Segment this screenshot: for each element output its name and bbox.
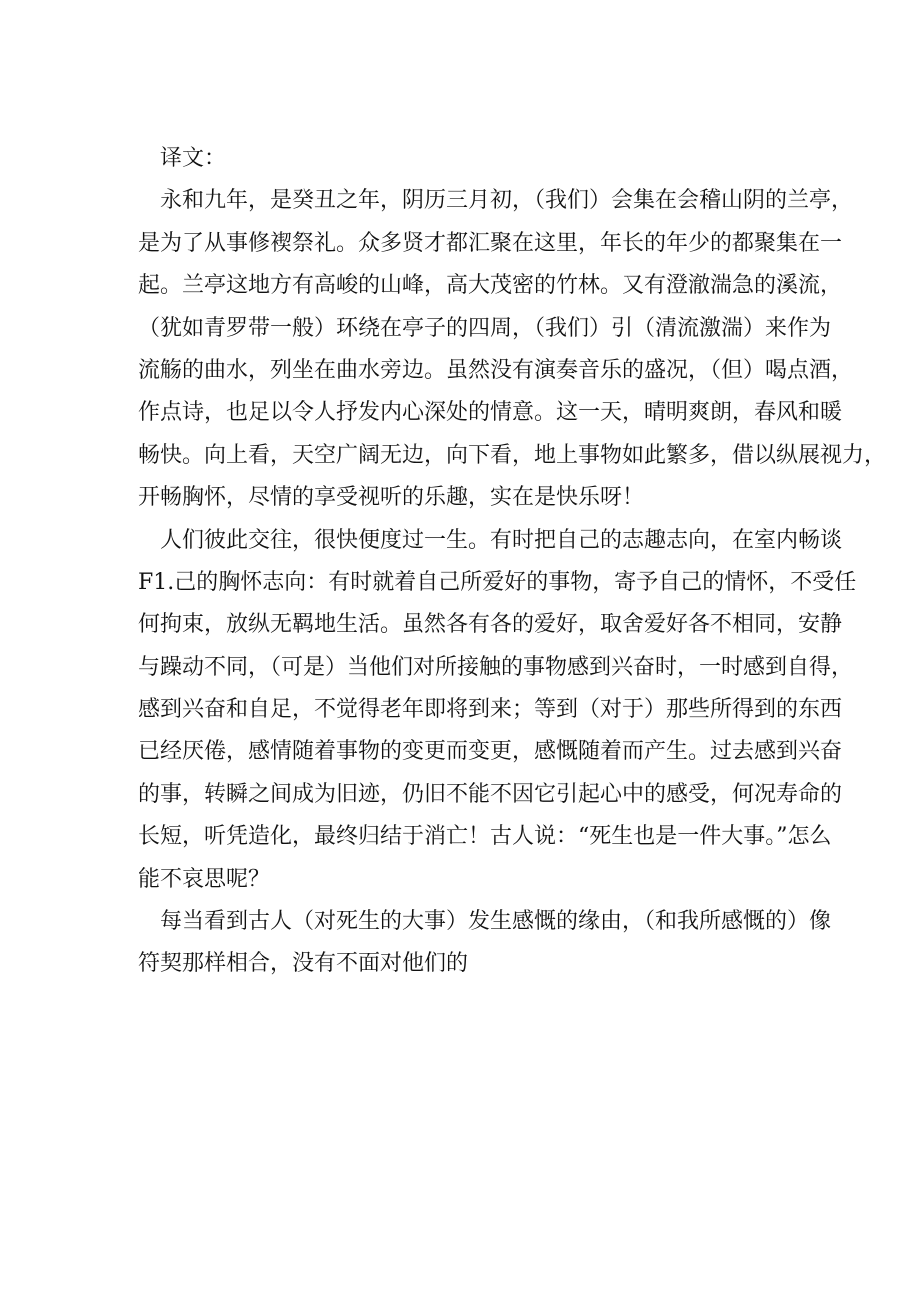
paragraph-2-line-7: 的事，转瞬之间成为旧迹，仍旧不能不因它引起心中的感受，何况寿命的 [138,781,843,807]
paragraph-2-line-9: 能不哀思呢？ [138,866,271,892]
paragraph-1-line-4: （犹如青罗带一般）环绕在亭子的四周，（我们）引（清流激湍）来作为 [138,315,832,341]
paragraph-2-line-2: F1.己的胸怀志向：有时就着自己所爱好的事物，寄予自己的情怀，不受任 [138,569,857,595]
paragraph-1-line-2: 是为了从事修褉祭礼。众多贤才都汇聚在这里，年长的年少的都聚集在一 [138,230,843,256]
paragraph-2-line-6: 已经厌倦，感情随着事物的变更而变更，感慨随着而产生。过去感到兴奋 [138,739,843,765]
paragraph-1-line-6: 作点诗，也足以令人抒发内心深处的情意。这一天，晴明爽朗，春风和暖 [138,400,843,426]
paragraph-2-line-4: 与躁动不同，（可是）当他们对所接触的事物感到兴奋时，一时感到自得， [138,654,854,680]
paragraph-1-line-7: 畅快。向上看，天空广阔无边，向下看，地上事物如此繁多，借以纵展视力， [138,442,887,468]
paragraph-3-line-1: 每当看到古人（对死生的大事）发生感慨的缘由，（和我所感慨的）像 [160,909,832,935]
paragraph-2-line-3: 何拘束，放纵无羁地生活。虽然各有各的爱好，取舍爱好各不相同，安静 [138,612,843,638]
translation-heading: 译文： [160,146,227,171]
paragraph-1-line-3: 起。兰亭这地方有高峻的山峰，高大茂密的竹林。又有澄澈湍急的溪流， [138,273,843,299]
paragraph-2-line-1: 人们彼此交往，很快便度过一生。有时把自己的志趣志向，在室内畅谈 [160,527,843,553]
paragraph-2-line-5: 感到兴奋和自足，不觉得老年即将到来；等到（对于）那些所得到的东西 [138,697,843,723]
paragraph-3-line-2: 符契那样相合，没有不面对他们的 [138,951,469,977]
paragraph-1-line-1: 永和九年，是癸丑之年，阴历三月初，（我们）会集在会稽山阴的兰亭， [160,188,854,214]
paragraph-2-line-8: 长短，听凭造化，最终归结于消亡！古人说：“死生也是一件大事。”怎么 [138,824,832,850]
translation-text [138,138,887,986]
paragraph-1-line-8: 开畅胸怀，尽情的享受视听的乐趣，实在是快乐呀！ [138,485,645,511]
paragraph-1-line-5: 流觞的曲水，列坐在曲水旁边。虽然没有演奏音乐的盛况，（但）喝点酒， [138,357,854,383]
